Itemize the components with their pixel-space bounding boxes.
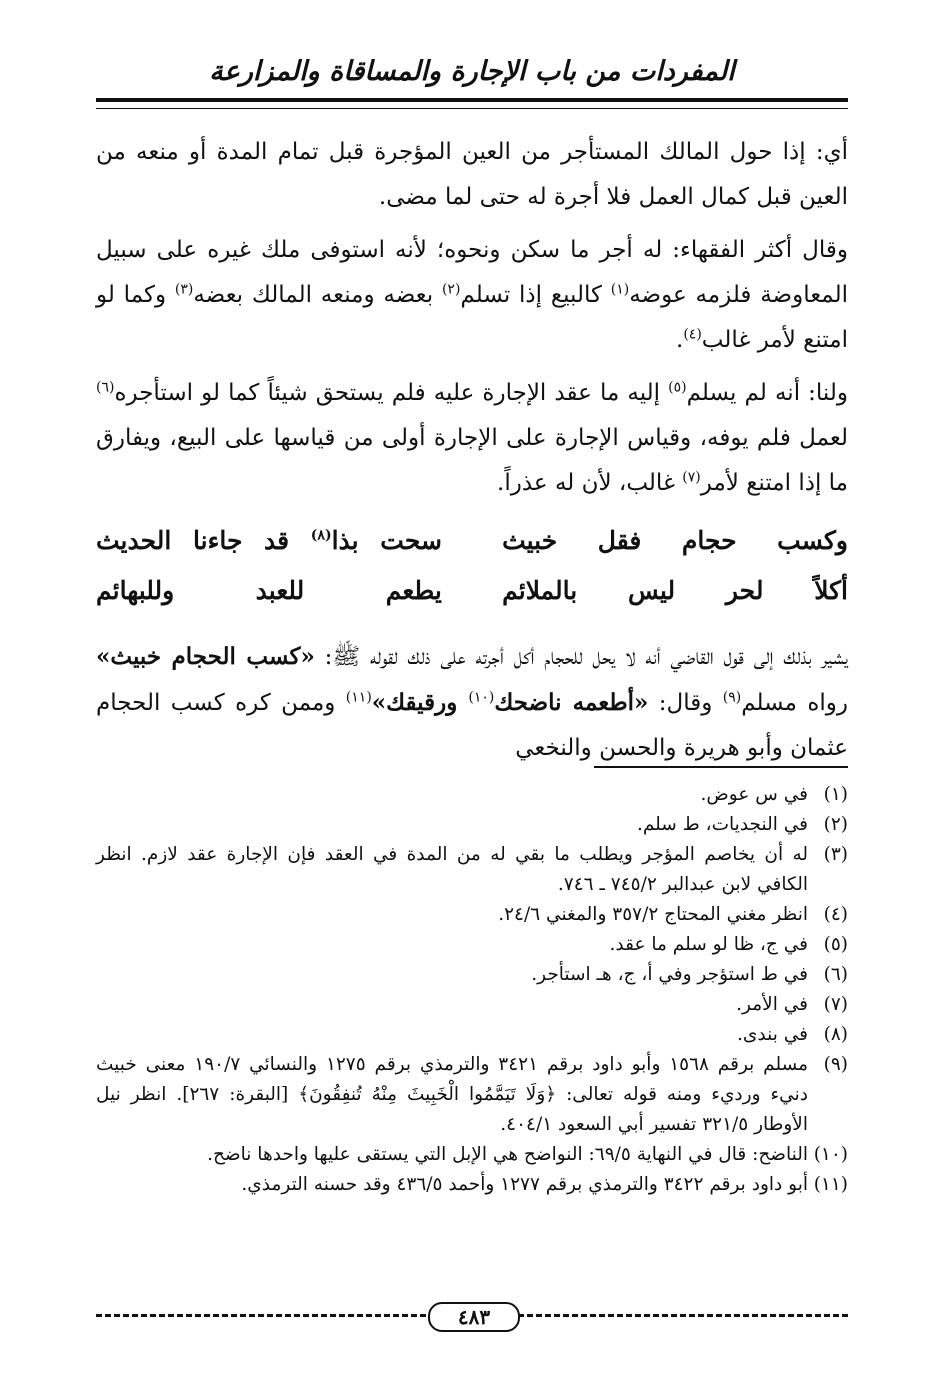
footnote-item bbox=[96, 990, 848, 1020]
verse-hemistich: يطعم للعبد وللبهائم bbox=[96, 576, 442, 605]
footnote-number: (٧) bbox=[823, 994, 848, 1015]
running-header: المفردات من باب الإجارة والمساقاة والمزارعة bbox=[209, 56, 735, 87]
footnote-text: الناضح: قال في النهاية ٦٩/٥: النواضح هي الإبل التي يستقى عليها واحدها ناضح. bbox=[207, 1144, 808, 1165]
hadith-quote: «أطعمه ناضحك bbox=[494, 689, 649, 716]
footer-dashed-rule bbox=[518, 1314, 848, 1317]
verse-hemistich: وكسب حجام فقل خبيث bbox=[502, 526, 848, 555]
footnote-text: في ج، ظا لو سلم ما عقد. bbox=[609, 934, 808, 955]
header-rule-thin bbox=[96, 108, 848, 109]
footnote-number: (٥) bbox=[823, 934, 848, 955]
footnote-item bbox=[96, 1020, 848, 1050]
verse-hemistich: أكلاً لحر ليس بالملائم bbox=[502, 576, 848, 605]
footnote-ref[interactable]: (١٠) bbox=[468, 689, 495, 706]
footnote-text: أبو داود برقم ٣٤٢٢ والترمذي برقم ١٢٧٧ وأحمد ٤٣٦/٥ وقد حسنه الترمذي. bbox=[241, 1174, 808, 1195]
paragraph-3: ولنا: أنه لم يسلم$^{(٥)}$ إليه ما عقد الإجارة عليه فلم يستحق شيئاً كما لو استأجره$^{(٦)}$ لعمل فلم يوفه، وقياس الإجارة على الإجارة أولى من قياسها على البيع، ويفارق ما إذا امتنع لأمر$^{(٧)}$ غالب، لأن له عذراً. bbox=[96, 379, 848, 496]
footnote-item bbox=[96, 960, 848, 990]
footnote-text: في بندى. bbox=[737, 1024, 808, 1045]
footnote-text: في الأمر. bbox=[736, 994, 808, 1015]
footnote-item bbox=[96, 840, 848, 900]
footnote-separator bbox=[594, 766, 848, 768]
footnote-number: (٦) bbox=[823, 964, 848, 985]
page-footer bbox=[96, 1302, 848, 1330]
footnote-number: (٨) bbox=[823, 1024, 848, 1045]
footnotes bbox=[96, 780, 848, 1200]
footnote-text: له أن يخاصم المؤجر ويطلب ما بقي له من المدة في العقد فإن الإجارة عقد لازم. انظر الكافي لابن عبدالبر ٧٤٥/٢ ـ ٧٤٦. bbox=[96, 844, 808, 895]
footnote-text: في س عوض. bbox=[700, 784, 808, 805]
poem-verse-2 bbox=[96, 566, 848, 616]
footnote-item bbox=[96, 780, 848, 810]
paragraph-1: أي: إذا حول المالك المستأجر من العين المؤجرة قبل تمام المدة أو منعه من العين قبل كمال العمل فلا أجرة له حتى لما مضى. bbox=[96, 139, 848, 210]
verse-hemistich: سحت بذا$^{(٨)}$ قد جاءنا الحديث bbox=[96, 526, 442, 555]
poem-verse-1 bbox=[96, 516, 848, 566]
footnote-ref[interactable]: (٢) bbox=[441, 281, 461, 298]
main-text bbox=[96, 130, 848, 779]
footnote-ref[interactable]: (٦) bbox=[96, 379, 115, 396]
footnote-number: (٩) bbox=[823, 1054, 848, 1075]
footnote-number: (١٠) bbox=[813, 1144, 848, 1165]
footnote-text: في النجديات، ط سلم. bbox=[636, 814, 808, 835]
hadith-quote: ورقيقك» bbox=[371, 689, 469, 716]
footnote-text: انظر مغني المحتاج ٣٥٧/٢ والمغني ٢٤/٦. bbox=[498, 904, 808, 925]
header-rule-thick bbox=[96, 98, 848, 102]
footnote-item bbox=[96, 900, 848, 930]
page-number: ٤٨٣ bbox=[428, 1302, 520, 1332]
hadith-quote: «كسب الحجام خبيث» bbox=[96, 643, 315, 670]
footnote-item bbox=[96, 930, 848, 960]
footnote-number: (١١) bbox=[813, 1174, 848, 1195]
paragraph-4: يشير بذلك إلى قول القاضي أنه لا يحل للحجام أكل أجرته على ذلك لقوله ﷺ: «كسب الحجام خبيث» رواه مسلم$^{(٩)}$ وقال: «أطعمه ناضحك$^{(١٠)}$ ورقيقك»$^{(١١)}$ وممن كره كسب الحجام عثمان وأبو هريرة والحسن والنخعي bbox=[96, 643, 848, 761]
footer-dashed-rule bbox=[96, 1314, 426, 1317]
footnote-ref[interactable]: (٧) bbox=[682, 469, 701, 486]
footnote-ref[interactable]: (٣) bbox=[174, 281, 194, 298]
footnote-item bbox=[96, 1050, 848, 1140]
footnote-ref[interactable]: (١١) bbox=[345, 689, 372, 706]
footnote-number: (١) bbox=[823, 784, 848, 805]
footnote-ref[interactable]: (٩) bbox=[722, 689, 742, 706]
footnote-item bbox=[96, 1140, 848, 1170]
paragraph-2: وقال أكثر الفقهاء: له أجر ما سكن ونحوه؛ لأنه استوفى ملك غيره على سبيل المعاوضة فلزمه عوضه$^{(١)}$ كالبيع إذا تسلم$^{(٢)}$ بعضه ومنعه المالك بعضه$^{(٣)}$ وكما لو امتنع لأمر غالب$^{(٤)}$. bbox=[96, 237, 848, 353]
footnote-number: (٢) bbox=[823, 814, 848, 835]
footnote-ref[interactable]: (١) bbox=[610, 281, 630, 298]
poem bbox=[96, 516, 848, 616]
footnote-ref[interactable]: (٨) bbox=[310, 527, 332, 544]
footnote-item bbox=[96, 1170, 848, 1200]
footnote-number: (٤) bbox=[823, 904, 848, 925]
footnote-text: في ط استؤجر وفي أ، ج، هـ استأجر. bbox=[531, 964, 808, 985]
footnote-number: (٣) bbox=[823, 844, 848, 865]
footnote-ref[interactable]: (٤) bbox=[683, 326, 702, 343]
footnote-ref[interactable]: (٥) bbox=[668, 379, 687, 396]
footnote-item bbox=[96, 810, 848, 840]
footnote-text: مسلم برقم ١٥٦٨ وأبو داود برقم ٣٤٢١ والترمذي برقم ١٢٧٥ والنسائي ١٩٠/٧ معنى خبيث دنيء ورديء ومنه قوله تعالى: ﴿وَلَا تَيَمَّمُوا الْخَبِيثَ مِنْهُ تُنفِقُونَ﴾ [البقرة: ٢٦٧]. انظر نيل الأوطار ٣٢١/٥ تفسير أبي السعود ٤٠٤/١. bbox=[96, 1054, 808, 1135]
